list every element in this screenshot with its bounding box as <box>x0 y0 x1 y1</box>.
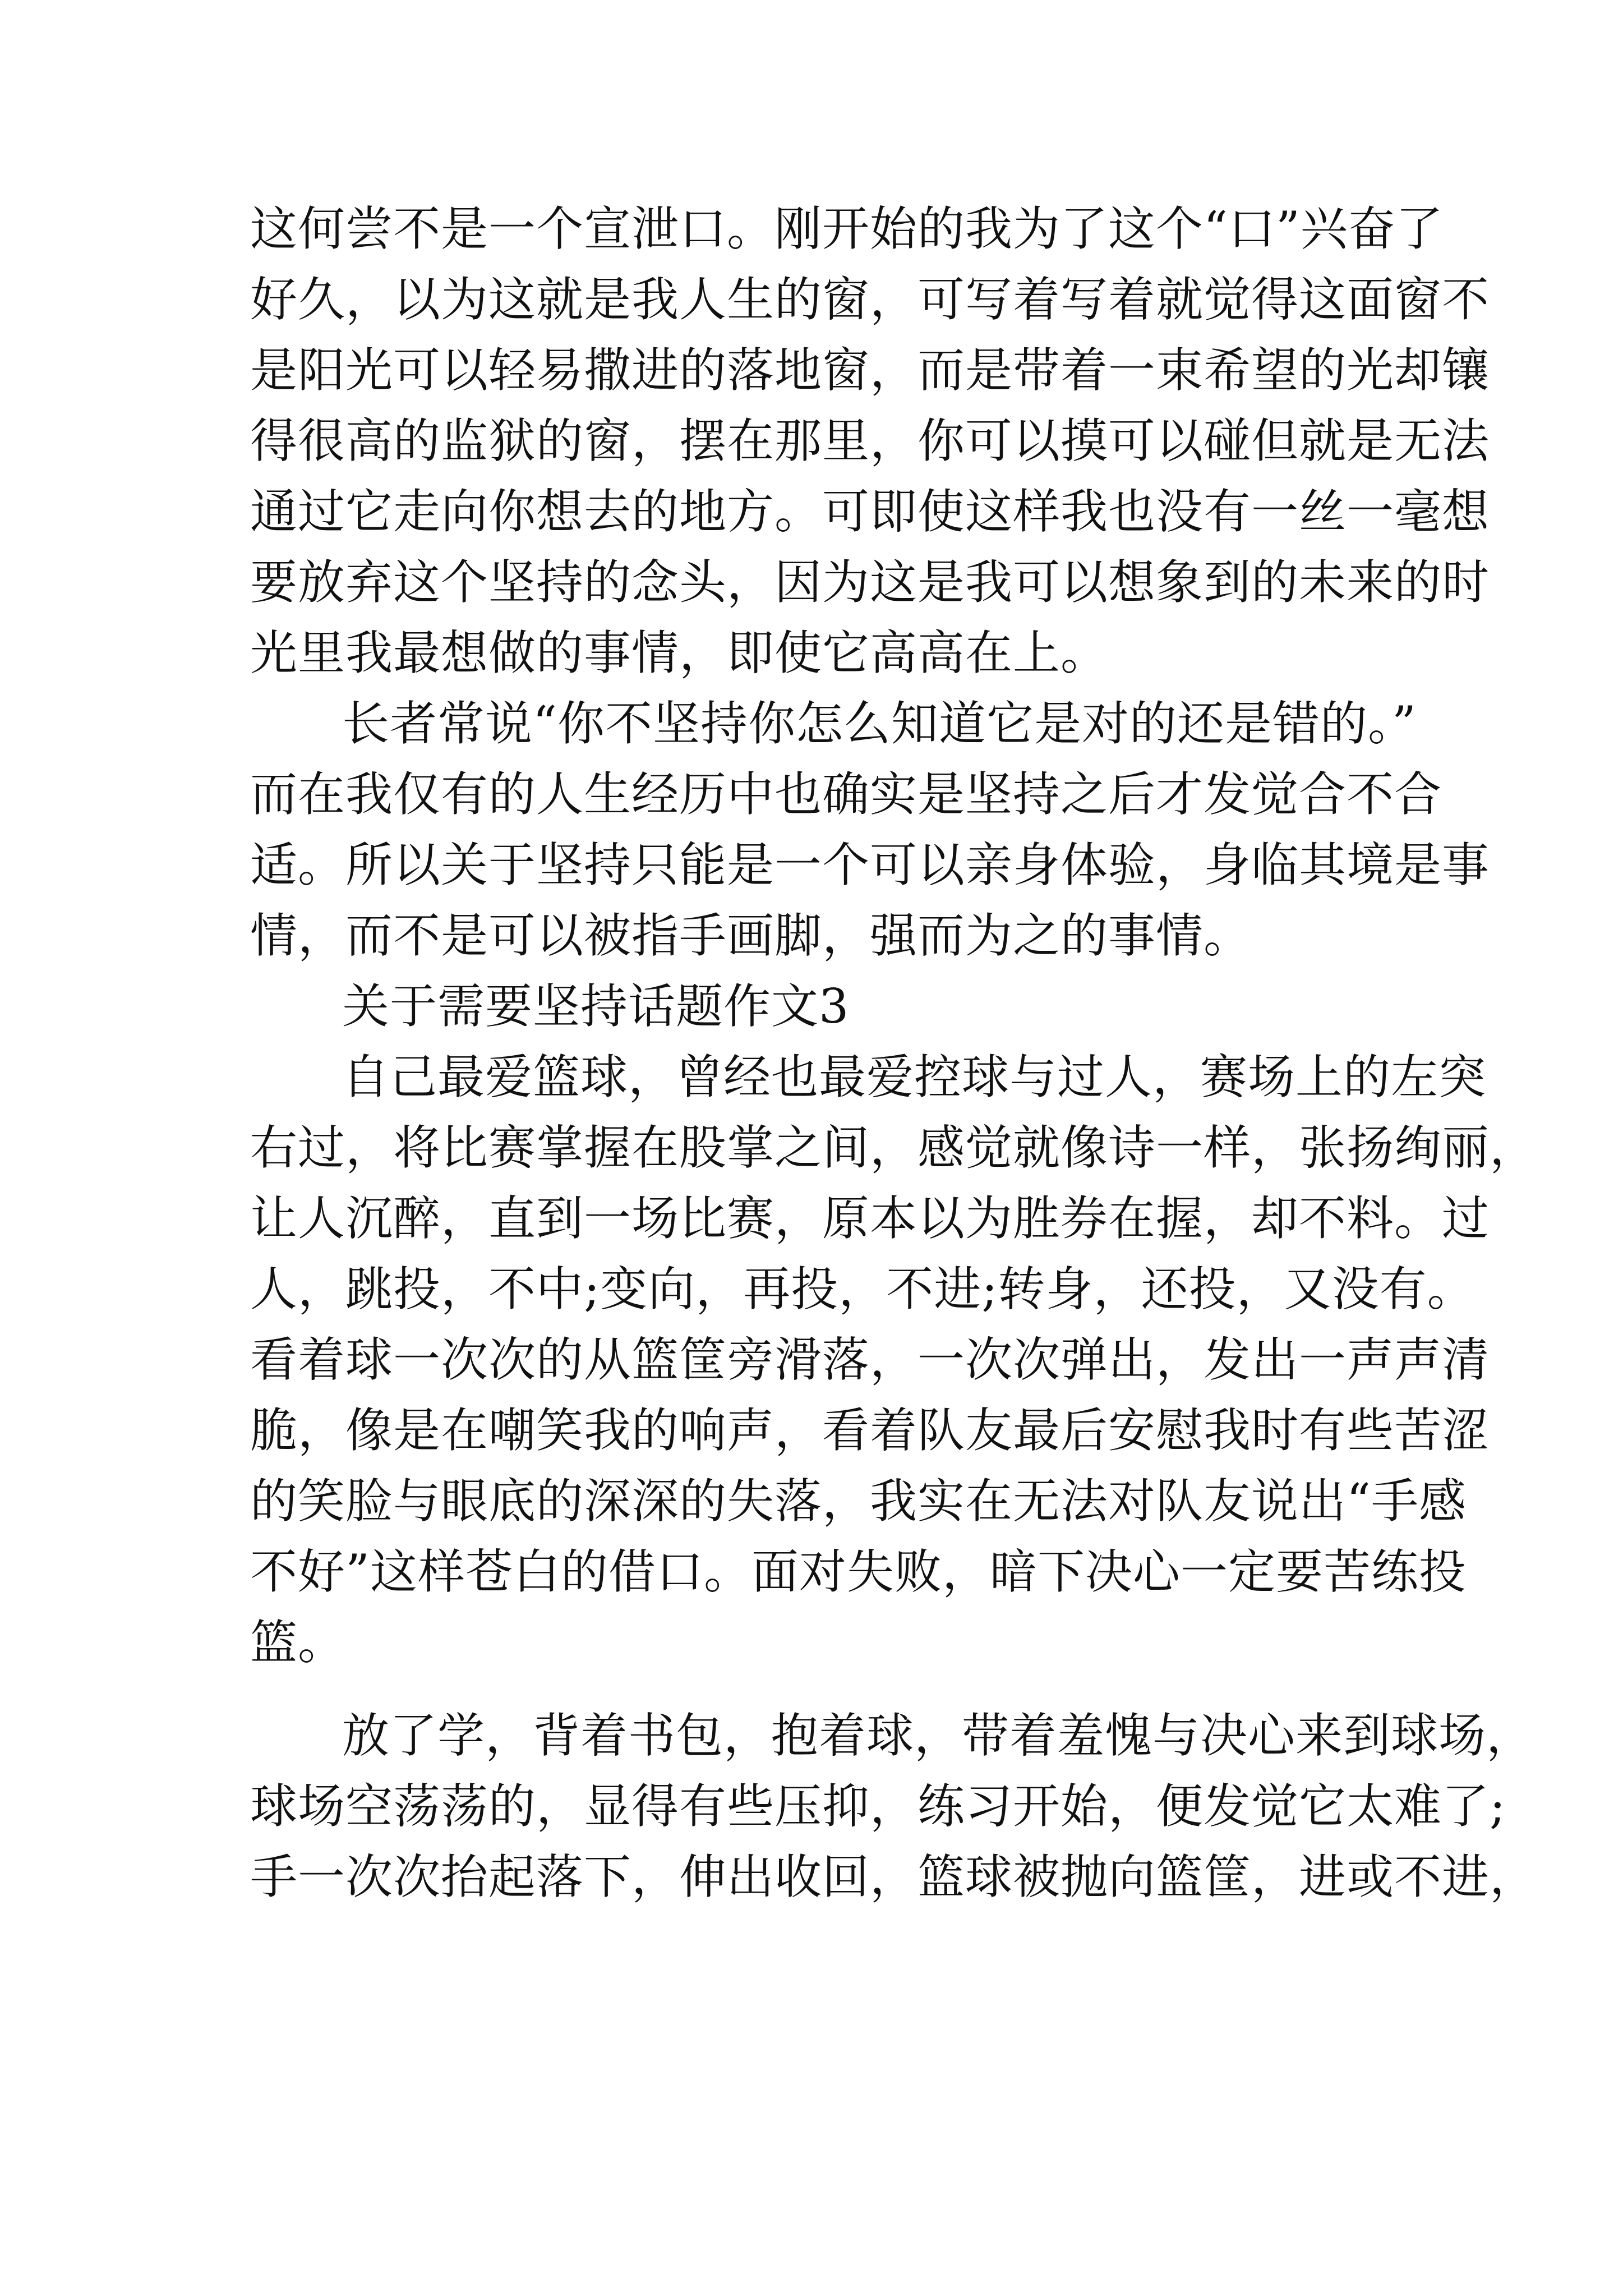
text-line: 好久，以为这就是我人生的窗，可写着写着就觉得这面窗不 <box>250 272 1490 327</box>
text-line: 适。所以关于坚持只能是一个可以亲身体验，身临其境是事 <box>250 838 1490 892</box>
text-line: 而在我仅有的人生经历中也确实是坚持之后才发觉合不合 <box>250 767 1442 822</box>
text-line: 右过，将比赛掌握在股掌之间，感觉就像诗一样，张扬绚丽， <box>250 1120 1538 1175</box>
text-line: 看着球一次次的从篮筐旁滑落，一次次弹出，发出一声声清 <box>250 1332 1490 1387</box>
text-line: 这何尝不是一个宣泄口。刚开始的我为了这个“口”兴奋了 <box>250 201 1444 256</box>
text-line: 人，跳投，不中;变向，再投，不进;转身，还投，又没有。 <box>250 1262 1475 1317</box>
text-line: 通过它走向你想去的地方。可即使这样我也没有一丝一毫想 <box>250 484 1490 539</box>
text-line: 得很高的监狱的窗，摆在那里，你可以摸可以碰但就是无法 <box>250 413 1490 468</box>
text-line: 是阳光可以轻易撒进的落地窗，而是带着一束希望的光却镶 <box>250 343 1490 398</box>
text-line: 脆，像是在嘲笑我的响声，看着队友最后安慰我时有些苦涩 <box>250 1403 1490 1458</box>
text-line: 情，而不是可以被指手画脚，强而为之的事情。 <box>250 908 1252 963</box>
text-line: 篮。 <box>250 1615 346 1670</box>
text-line: 让人沉醉，直到一场比赛，原本以为胜券在握，却不料。过 <box>250 1191 1490 1246</box>
text-line: 球场空荡荡的，显得有些压抑，练习开始，便发觉它太难了; <box>250 1779 1506 1834</box>
text-line: 放了学，背着书包，抱着球，带着羞愧与决心来到球场， <box>342 1708 1534 1763</box>
text-line: 光里我最想做的事情，即使它高高在上。 <box>250 625 1109 680</box>
text-line: 要放弃这个坚持的念头，因为这是我可以想象到的未来的时 <box>250 555 1490 610</box>
text-line: 不好”这样苍白的借口。面对失败，暗下决心一定要苦练投 <box>250 1544 1467 1599</box>
section-heading: 关于需要坚持话题作文3 <box>342 979 850 1034</box>
text-line: 长者常说“你不坚持你怎么知道它是对的还是错的。” <box>342 696 1417 751</box>
text-line: 的笑脸与眼底的深深的失落，我实在无法对队友说出“手感 <box>250 1474 1467 1529</box>
text-line: 手一次次抬起落下，伸出收回，篮球被抛向篮筐，进或不进， <box>250 1849 1538 1904</box>
text-line: 自己最爱篮球，曾经也最爱控球与过人，赛场上的左突 <box>342 1050 1487 1105</box>
